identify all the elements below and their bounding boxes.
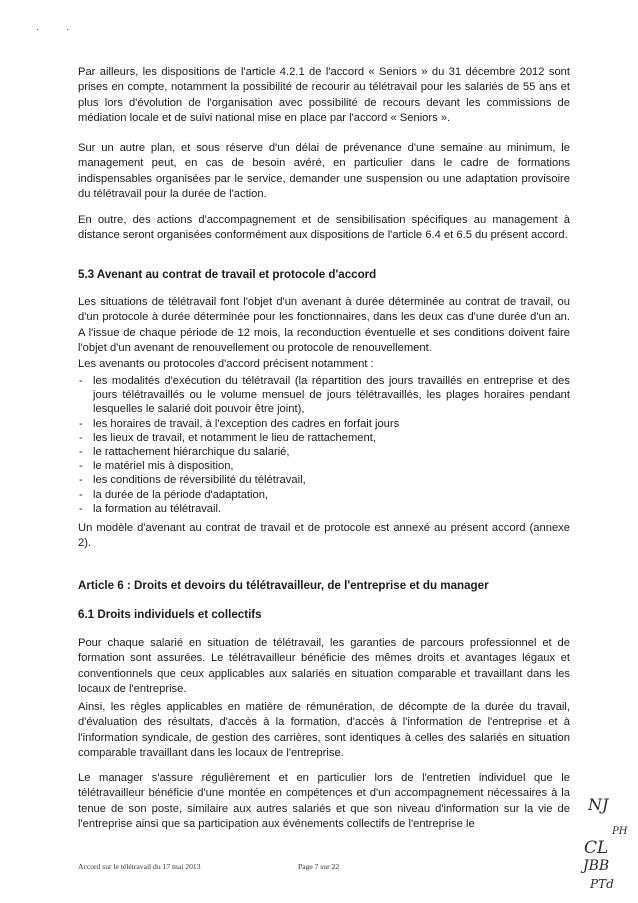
paragraph-garanties: Pour chaque salarié en situation de télétravail, les garanties de parcours professionnel et de formation sont assurées. Le télétravailleur bénéficie des mêmes droits et avantages légaux et conventionnels que ceux applicables aux salariés en situation comparable et travaillant dans les locaux de l'entreprise. bbox=[78, 637, 570, 696]
footer-title: Accord sur le télétravail du 17 mai 2013 bbox=[78, 862, 201, 871]
paragraph-seniors: Par ailleurs, les dispositions de l'article 4.2.1 de l'accord « Seniors » du 31 décembre 2012 sont prises en compte, notamment la possibilité de recourir au télétravail pour les salariés de 55 ans et plus lors d'évolution de l'organisation avec possibilité de recours devant les commissions de médiation locale et de suivi national mise en place par l'accord « Seniors ». bbox=[78, 66, 570, 125]
paragraph-suspension: Sur un autre plan, et sous réserve d'un délai de prévenance d'une semaine au minimum, le management peut, en cas de besoin avéré, en particulier dans le cadre de formations indispensables organisées par le service, demander une suspension ou une adaptation provisoire du télétravail pour la durée de l'action. bbox=[78, 142, 570, 201]
signature-initials: PH bbox=[612, 826, 628, 837]
article-heading-6: Article 6 : Droits et devoirs du télétravailleur, de l'entreprise et du manager bbox=[78, 579, 489, 592]
avenant-conditions-list bbox=[78, 374, 570, 516]
list-item: - la durée de la période d'adaptation, bbox=[78, 488, 570, 502]
scan-mark: · bbox=[36, 24, 40, 35]
list-item: - la formation au télétravail. bbox=[78, 502, 570, 516]
footer-page-number: Page 7 sur 22 bbox=[298, 862, 340, 871]
list-item: - les lieux de travail, et notamment le lieu de rattachement, bbox=[78, 431, 570, 445]
section-heading-6-1: 6.1 Droits individuels et collectifs bbox=[78, 608, 262, 621]
signature-initials: PTd bbox=[590, 877, 614, 891]
signature-initials: NJ bbox=[588, 795, 609, 814]
paragraph-manager: Le manager s'assure régulièrement et en particulier lors de l'entretien individuel que le télétravailleur bénéficie d'une montée en compétences et d'un accompagnement nécessaires à la tenue de son poste, similaire aux autres salariés et que son niveau d'information sur la vie de l'entreprise ainsi que sa participation aux événements collectifs de l'entreprise le bbox=[78, 772, 570, 831]
paragraph-regles: Ainsi, les règles applicables en matière de rémunération, de décompte de la durée du travail, d'évaluation des résultats, d'accès à la formation, d'accès à l'information de l'entreprise et à l'information syndicale, de gestion des carrières, sont identiques à celles des salariés en situation comparable travaillant dans les locaux de l'entreprise. bbox=[78, 701, 570, 760]
paragraph-avenant: Les situations de télétravail font l'objet d'un avenant à durée déterminée au contrat de travail, ou d'un protocole à durée déterminée pour les fonctionnaires, dans les deux cas d'une durée d'un an. A l'issue de chaque période de 12 mois, la reconduction éventuelle et ses conditions doivent faire l'objet d'un avenant de renouvellement ou protocole de renouvellement. bbox=[78, 296, 570, 355]
signature-initials: CL bbox=[584, 838, 609, 858]
paragraph-accompagnement: En outre, des actions d'accompagnement et de sensibilisation spécifiques au management à distance seront organisées conformément aux dispositions de l'article 6.4 et 6.5 du présent accord. bbox=[78, 214, 570, 242]
list-item: - le rattachement hiérarchique du salarié, bbox=[78, 445, 570, 459]
signature-initials: JBB bbox=[583, 858, 610, 874]
scan-mark: · bbox=[66, 24, 70, 35]
paragraph-avenants-precisent: Les avenants ou protocoles d'accord précisent notamment : bbox=[78, 357, 374, 370]
list-item: - les modalités d'exécution du télétravail (la répartition des jours travaillés en entreprise et des jours télétravaillés ou le volume mensuel de jours télétravaillés, les plages horaires pendant lesquelles le salarié doit pouvoir être joint), bbox=[78, 374, 570, 417]
list-item: - les conditions de réversibilité du télétravail, bbox=[78, 473, 570, 487]
list-item: - les horaires de travail, à l'exception des cadres en forfait jours bbox=[78, 417, 570, 431]
paragraph-modele-avenant: Un modèle d'avenant au contrat de travail et de protocole est annexé au présent accord (annexe 2). bbox=[78, 522, 570, 550]
section-heading-5-3: 5.3 Avenant au contrat de travail et protocole d'accord bbox=[78, 268, 377, 281]
list-item: - le matériel mis à disposition, bbox=[78, 459, 570, 473]
